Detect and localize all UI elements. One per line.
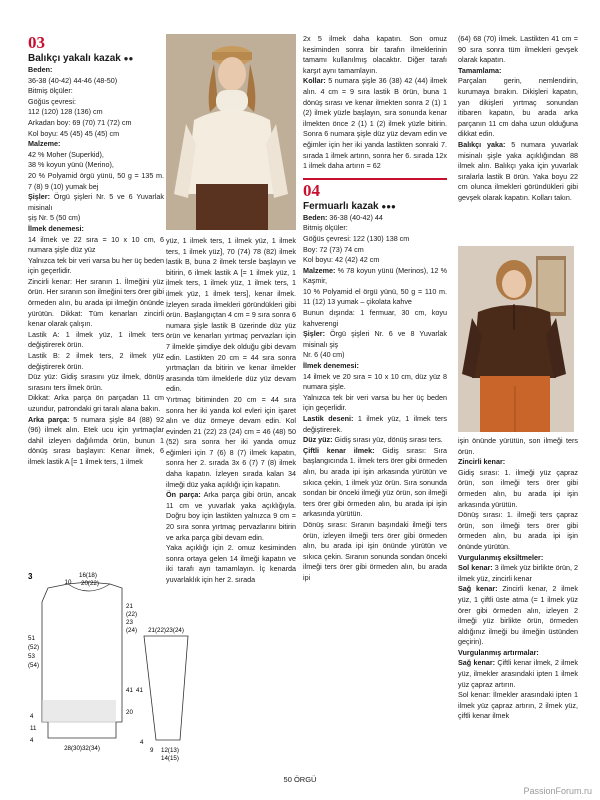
- paragraph-body: 1 ilmek yüz, 1 ilmek ters değiştirerek.: [303, 414, 447, 434]
- label-sleeve-41: 41: [136, 687, 143, 694]
- paragraph-body: Arkadan boy: 69 (70) 71 (72) cm: [28, 117, 132, 127]
- text-paragraph: [303, 287, 447, 308]
- text-paragraph: [28, 86, 164, 97]
- paragraph-body: 5 numara şişle 84 (88) 92 (96) ilmek alın. Etek ucu için yırtmaçlar dahil izleyen dağılımda örün, bunun 1 dönüş sırası başlayın: Kenar ilmek, 6 ilmek lastik A [= 1 ilmek ters, 1 ilmek: [28, 414, 164, 466]
- paragraph-heading: Vurgulanmış artırmalar:: [458, 647, 539, 657]
- paragraph-body: yüz, 1 ilmek ters, 1 ilmek yüz, 1 ilmek ters, 1 ilmek yüz], 70 (74) 78 (82) ilmek lastik B, buna 2 ilmek tersle başlayın ve bitirin, 6 ilmek lastik A [= 1 ilmek yüz, 1 ilmek ters, 1 ilmek yüz, 1 ilmek ters, 1 ilmek yüz, 1 ilmek ters], kenar ilmek. İzleyen sırada ilmekleri göründükleri gibi örün. Başlangıçtan 4 cm = 9 sıra sonra 6 numara şişle lastik B üzerinde düz yüz örün ve kenarları yırtmaç pervazları için 7 ilmekle şimdiye dek olduğu gibi devam edin. Lastikten 20 cm = 44 sıra sonra yırtmaçları da bitirin ve kenar ilmekler arasında tüm ilmeklerle düz yüz devam edin.: [166, 236, 296, 394]
- text-paragraph: [28, 160, 164, 171]
- difficulty-dots: ●●: [123, 54, 134, 63]
- page-footer: [0, 775, 600, 784]
- paragraph-body: Dikkat: Arka parça ön parçadan 11 cm uzundur, patrondaki gri taralı alana bakın.: [28, 393, 164, 413]
- paragraph-heading: İlmek denemesi:: [28, 223, 84, 233]
- label-4b: 4: [30, 737, 34, 744]
- text-paragraph: [303, 223, 447, 234]
- text-paragraph: [28, 224, 164, 235]
- text-paragraph: [458, 690, 578, 722]
- paragraph-heading: Ön parça:: [166, 490, 201, 500]
- text-paragraph: [458, 468, 578, 510]
- paragraph-body: 112 (120) 128 (136) cm: [28, 107, 103, 117]
- pattern-title-04: Fermuarlı kazak ●●●: [303, 200, 396, 212]
- magazine-name: ÖRGÜ: [293, 775, 317, 784]
- paragraph-body: Kol boyu: 42 (42) 42 cm: [303, 255, 380, 265]
- label-41: 41: [126, 687, 133, 694]
- text-paragraph: [28, 372, 164, 393]
- text-paragraph: [28, 107, 164, 118]
- text-paragraph: [303, 520, 447, 584]
- text-paragraph: [28, 256, 164, 277]
- paragraph-heading: Şişler:: [303, 329, 325, 339]
- paragraph-body: Lastik A: 1 ilmek yüz, 1 ilmek ters değiştirerek örün.: [28, 329, 164, 350]
- text-paragraph: [303, 446, 447, 520]
- paragraph-body: Sol kenar: İlmekler arasındaki ipten 1 ilmek yüz çapraz artırın, 2 ilmek yüz, çiftli kenar ilmek: [458, 690, 578, 721]
- label-sleeve-top: 21(22)23(24): [148, 627, 184, 634]
- paragraph-body: şiş Nr. 5 (50 cm): [28, 213, 81, 223]
- model-illustration-2: [458, 246, 574, 432]
- sleeve-outline: [144, 636, 188, 740]
- text-paragraph: [28, 235, 164, 256]
- paragraph-body: Gidiş sırası: 1. ilmeği yüz çapraz örün, son ilmeği ters örer gibi örmeden alın, bu arada ipi işin arkasında yürütün.: [458, 467, 578, 509]
- schematic-diagram: [28, 572, 190, 762]
- photo-zip-sweater: [458, 246, 574, 432]
- paragraph-heading: Arka parça:: [28, 414, 70, 424]
- text-paragraph: [303, 266, 447, 287]
- text-paragraph: [166, 490, 296, 543]
- text-paragraph: [458, 436, 578, 457]
- text-paragraph: [166, 236, 296, 395]
- text-paragraph: [28, 330, 164, 351]
- text-paragraph: [303, 308, 447, 329]
- paragraph-body: Göğüs çevresi: 122 (130) 138 cm: [303, 233, 410, 243]
- pattern03-col3-text: [303, 34, 447, 172]
- label-right-3: (24): [126, 627, 138, 634]
- paragraph-body: 10 % Polyamid el örgü yünü, 50 g = 110 m. 11 (12) 13 yumak – çikolata kahve: [303, 286, 447, 307]
- label-bottom-back: 28(30)32(34): [64, 745, 100, 752]
- label-9: 9: [150, 747, 154, 754]
- difficulty-dots: ●●●: [381, 201, 396, 211]
- label-4a: 4: [30, 713, 34, 720]
- paragraph-body: Yaka açıklığı için 2. omuz kesiminden sonra ortaya gelen 14 ilmeği kapatın ve iki tarafı ayrı tamamlayın. İç kenarda yuvarlaklık için her 2. sırada: [166, 543, 296, 584]
- watermark: PassionForum.ru: [523, 786, 592, 796]
- label-top-b: 10: [64, 579, 72, 586]
- pattern-title-03: Balıkçı yakalı kazak ●●: [28, 53, 134, 64]
- column-4-bottom: [458, 436, 578, 722]
- paragraph-heading: İlmek denemesi:: [303, 361, 359, 371]
- text-paragraph: [28, 393, 164, 414]
- paragraph-heading: Düz yüz:: [303, 435, 333, 445]
- paragraph-heading: Çiftli kenar ilmek:: [303, 445, 375, 455]
- text-paragraph: [28, 213, 164, 224]
- paragraph-body: Göğüs çevresi:: [28, 96, 76, 106]
- text-paragraph: [458, 658, 578, 690]
- paragraph-body: Gidiş sırası yüz, dönüş sırası ters.: [332, 435, 443, 445]
- paragraph-heading: Sol kenar:: [458, 563, 493, 573]
- pattern-number-03: 03: [28, 33, 45, 52]
- text-paragraph: [458, 76, 578, 140]
- text-paragraph: [458, 563, 578, 584]
- paragraph-heading: Kollar:: [303, 76, 326, 86]
- paragraph-body: 38 % koyun yünü (Merino),: [28, 160, 114, 170]
- text-paragraph: [303, 350, 447, 361]
- text-paragraph: [28, 415, 164, 468]
- label-sleeve-bottom2: 14(15): [161, 755, 179, 762]
- column-4-top: [458, 34, 578, 204]
- paragraph-body: Örgü şişleri Nr. 6 ve 8 Yuvarlak misinalı şiş: [303, 329, 447, 349]
- text-paragraph: [303, 329, 447, 350]
- text-paragraph: [458, 140, 578, 204]
- paragraph-heading: Beden:: [303, 212, 328, 222]
- paragraph-body: Lastik B: 2 ilmek ters, 2 ilmek yüz değiştirerek örün.: [28, 351, 164, 371]
- paragraph-body: 5 numara yuvarlak misinalı şişle yaka açıklığından 88 ilmek alın. Balıkçı yaka için yuvarlak sıralarla lastik B örün. Yaka boyu 22 cm olunca ilmekleri göründükleri gibi gevşek olarak kapatın. Kolları takın.: [458, 139, 578, 202]
- pattern03-col2-text: [166, 236, 296, 586]
- paragraph-body: 42 % Moher (Superkid),: [28, 149, 104, 159]
- text-paragraph: [303, 361, 447, 372]
- text-paragraph: [458, 553, 578, 564]
- paragraph-body: Dönüş sırası: Sıranın başındaki ilmeği ters örün, izleyen ilmeği ters örer gibi örmeden alın, bu arada ipi işin önünde yürütün ve sıkıca çekin. Sıranın sonunda sondan önceki ilmeği ters örer gibi örmeden alın, bu arada ipi: [303, 519, 447, 582]
- text-paragraph: [303, 414, 447, 435]
- label-right-2: 23: [126, 619, 133, 626]
- paragraph-body: Zincirli kenar, 2 ilmek yüz, 1 çiftli üste atma (= 1 ilmek yüz örer gibi örmeden alın, izleyen 2 ilmeği yüz birlikte örün, örmeden aldığınız ilmeği bu ilmeğin üstünden geçirin).: [458, 584, 578, 647]
- pattern-number-04: 04: [303, 180, 320, 200]
- text-paragraph: [28, 171, 164, 192]
- text-paragraph: [458, 66, 578, 77]
- text-paragraph: [458, 34, 578, 66]
- paragraph-heading: Zincirli kenar:: [458, 457, 506, 467]
- paragraph-body: (64) 68 (70) ilmek. Lastikten 41 cm = 90 sıra sonra tüm ilmekleri gevşek olarak kapatın.: [458, 34, 578, 65]
- text-paragraph: [28, 65, 164, 76]
- paragraph-heading: Sağ kenar:: [458, 584, 498, 594]
- text-paragraph: [28, 139, 164, 150]
- column-1: [28, 34, 164, 468]
- label-side-1: (52): [28, 644, 40, 651]
- paragraph-body: 14 ilmek ve 20 sıra = 10 x 10 cm, düz yüz 8 numara şişle.: [303, 371, 447, 392]
- pattern04-col3-text: [303, 213, 447, 584]
- page-number: 50: [283, 775, 292, 784]
- text-paragraph: [458, 457, 578, 468]
- pattern04-col4-text: [458, 436, 578, 722]
- paragraph-body: 3 ilmek yüz birlikte örün, 2 ilmek yüz, zincirli kenar: [458, 563, 578, 583]
- label-side-2: 53: [28, 653, 35, 660]
- pattern03-col4-text: [458, 34, 578, 204]
- paragraph-heading: Beden:: [28, 65, 53, 74]
- paragraph-body: Gidiş sırası: Sıra başlangıcında 1. ilmek ters örer gibi örmeden alın, bu arada ipi işin arkasında yürütün ve sıkıca çekin, 1 ilmek yüz örün. Sıra sonunda sondan bir önceki ilmeği yüz örün, son ilmeği ters örer gibi örmeden alın, bu arada ipi işin arkasında yürütün.: [303, 445, 447, 519]
- paragraph-body: Bitmiş ölçüler:: [28, 86, 73, 96]
- paragraph-body: Boy: 72 (73) 74 cm: [303, 244, 364, 254]
- paragraph-heading: Lastik deseni:: [303, 414, 354, 423]
- text-paragraph: [303, 255, 447, 266]
- model-illustration-1: [166, 34, 296, 230]
- column-2: [166, 236, 296, 586]
- label-side-0: 51: [28, 635, 35, 642]
- label-right-0: 21: [126, 603, 133, 610]
- paragraph-body: Kol boyu: 45 (45) 45 (45) cm: [28, 128, 120, 138]
- text-paragraph: [28, 76, 164, 87]
- text-paragraph: [28, 192, 164, 213]
- schematic-svg: [28, 572, 190, 762]
- paragraph-body: Yalnızca tek bir veri varsa bu her üç beden için geçerlidir.: [303, 392, 447, 413]
- paragraph-body: Çiftli kenar ilmek, 2 ilmek yüz, ilmekler arasındaki ipten 1 ilmek yüz çapraz artırın.: [458, 658, 578, 689]
- text-paragraph: [28, 129, 164, 140]
- text-paragraph: [28, 97, 164, 108]
- text-paragraph: [28, 118, 164, 129]
- text-paragraph: [303, 435, 447, 446]
- paragraph-body: Dönüş sırası: 1. ilmeği ters çapraz örün, son ilmeği ters örer gibi örmeden alın, bu arada ipi işin önünde yürütün.: [458, 510, 578, 551]
- text-paragraph: [303, 76, 447, 171]
- text-paragraph: [303, 213, 447, 224]
- label-side-3: (54): [28, 662, 40, 669]
- text-paragraph: [303, 393, 447, 414]
- text-paragraph: [28, 150, 164, 161]
- paragraph-body: Düz yüz: Gidiş sırasını yüz ilmek, dönüş sırasını ters ilmek örün.: [28, 372, 164, 392]
- text-paragraph: [303, 34, 447, 76]
- text-paragraph: [458, 510, 578, 552]
- text-paragraph: [28, 351, 164, 372]
- paragraph-heading: Sağ kenar:: [458, 658, 496, 668]
- paragraph-body: 36-38 (40-42) 44: [327, 212, 383, 222]
- paragraph-body: işin önünde yürütün, son ilmeği ters örün.: [458, 436, 578, 456]
- text-paragraph: [303, 245, 447, 256]
- paragraph-body: 5 numara şişle 36 (38) 42 (44) ilmek alın. 4 cm = 9 sıra lastik B örün, buna 1 dönüş sırası ve kenar ilmekten sonra 2 (1) 1 (2) ilmek yüzle başlayın, sıra sonunda kenar ilmekten önce 2 (1) 1 (2) ilmek yüzle bitirin. Sonra 6 numara şişle düz yüz devam edin ve eğimler için her iki yanda lastikten sonraki 7. sırada 1 ilmek artırın, sonra her 6. sırada 12x 1 ilmek daha artırın = 62: [303, 76, 447, 171]
- fig-number: 3: [28, 572, 33, 581]
- label-20: 20: [126, 709, 133, 716]
- text-paragraph: [303, 234, 447, 245]
- paragraph-heading: Şişler:: [28, 192, 50, 202]
- paragraph-body: Arka parça gibi örün, ancak 11 cm ve yuvarlak yaka açıklığıyla. Doğru boy için lastikten yalnızca 9 cm = 20 sıra sonra yırtmaç pervazlarını bitirin ve arka parça gibi devam edin.: [166, 490, 296, 542]
- gray-hatched-area: [42, 700, 116, 722]
- label-right-1: (22): [126, 611, 138, 618]
- text-paragraph: [166, 395, 296, 490]
- paragraph-body: 36-38 (40-42) 44-46 (48-50): [28, 75, 118, 85]
- paragraph-body: Parçaları gerin, nemlendirin, kurumaya bırakın. Dikişleri kapatın, yan dikişleri yırtmaç sonundan itibaren kapatın, bu arada arka parçanın 11 cm daha uzun olduğuna dikkat edin.: [458, 76, 578, 139]
- label-sleeve-bottom: 12(13): [161, 747, 179, 754]
- paragraph-heading: Balıkçı yaka:: [458, 139, 506, 149]
- text-paragraph: [28, 277, 164, 330]
- paragraph-body: % 78 koyun yünü (Merinos), 12 % Kaşmir,: [303, 265, 447, 286]
- paragraph-heading: Malzeme:: [28, 139, 61, 149]
- paragraph-heading: Tamamlama:: [458, 65, 502, 75]
- text-paragraph: [458, 584, 578, 648]
- paragraph-body: 2x 5 ilmek daha kapatın. Son omuz kesiminden sonra bir tarafın ilmeklerinin tamamı kullanılmış olacaktır. Diğer tarafı karşıt aynı tamamlayın.: [303, 34, 447, 75]
- text-paragraph: [303, 372, 447, 393]
- label-11: 11: [30, 725, 37, 732]
- divider-line: [303, 178, 447, 180]
- photo-turtleneck-sweater: [166, 34, 296, 230]
- paragraph-body: 14 ilmek ve 22 sıra = 10 x 10 cm, 6 numara şişle düz yüz: [28, 234, 164, 255]
- paragraph-heading: Malzeme:: [303, 265, 336, 275]
- paragraph-body: Bunun dışında: 1 fermuar, 30 cm, koyu kahverengi: [303, 308, 447, 328]
- paragraph-body: Örgü şişleri Nr. 5 ve 6 Yuvarlak misinalı: [28, 192, 164, 212]
- pattern03-col1-text: [28, 65, 164, 468]
- paragraph-body: Nr. 6 (40 cm): [303, 350, 345, 360]
- paragraph-body: Zincirli kenar: Her sıranın 1. İlmeğini yüz örün. Her sıranın son ilmeğini ters örer gibi örmeden alın, bu arada ipi ilmeğin önünde yürütün. Dikkat: Tüm kenarları zincirli kenar olarak çalışın.: [28, 276, 164, 329]
- label-top-c: 20(22): [81, 580, 99, 587]
- paragraph-body: Bitmiş ölçüler:: [303, 223, 348, 233]
- label-top-a: 16(18): [79, 572, 97, 579]
- column-3: [303, 34, 447, 584]
- text-paragraph: [458, 648, 578, 659]
- paragraph-heading: Vurgulanmış eksiltmeler:: [458, 552, 544, 562]
- paragraph-body: Yalnızca tek bir veri varsa bu her üç beden için geçerlidir.: [28, 255, 164, 276]
- paragraph-body: Yırtmaç bitiminden 20 cm = 44 sıra sonra her iki yanda kol evleri için işaret alın ve düz örmeye devam edin. Kol evinden 21 (22) 23 (24) cm = 46 (48) 50 (52) sıra sonra her iki yanda omuz eğimleri için 7 (6) 8 (7) ilmek kapatın, sonra her 2. sırada 3x 6 (7) 7 (8) ilmek daha kapatın. İzleyen sırada kalan 34 ilmeği düz yaka açıklığı için kapatın.: [166, 394, 296, 489]
- label-sleeve-4: 4: [140, 739, 144, 746]
- paragraph-body: 20 % Polyamid örgü yünü, 50 g = 135 m. 7 (8) 9 (10) yumak bej: [28, 170, 164, 191]
